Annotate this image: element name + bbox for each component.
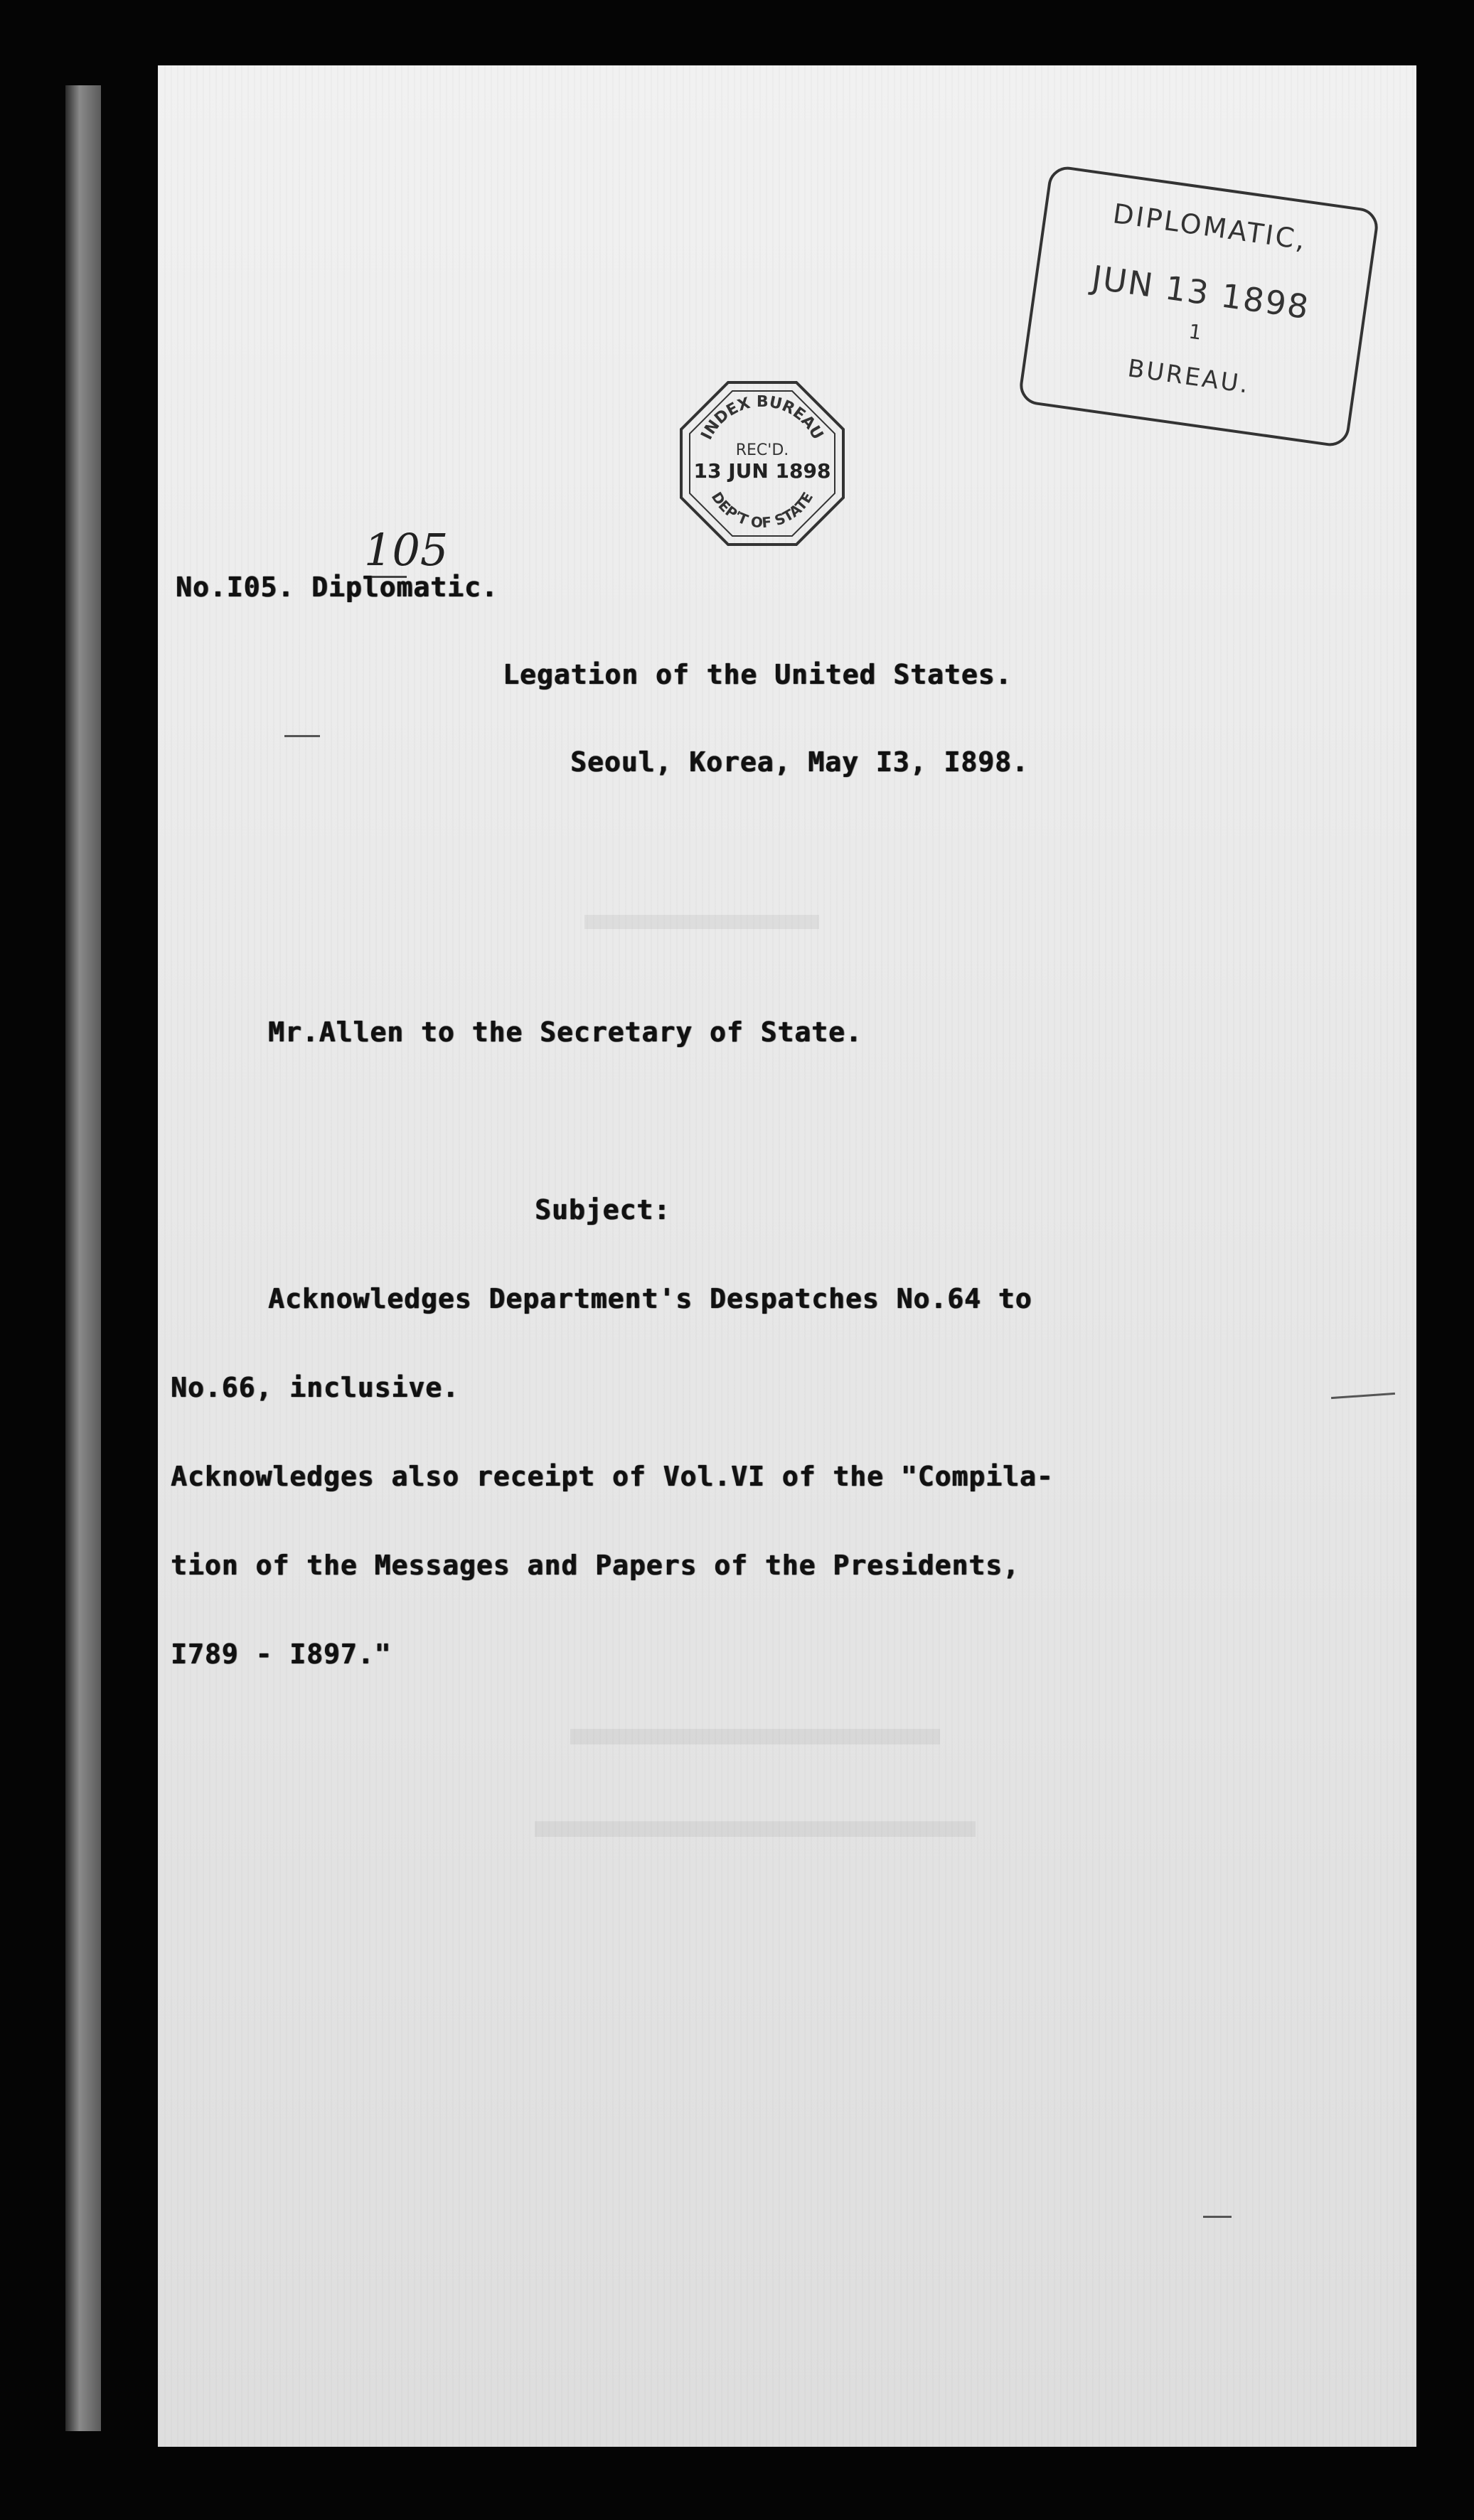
diplomatic-received-stamp [1018,164,1380,449]
subject-heading: Subject: [535,1194,671,1226]
stamp-diplomatic-bureau: BUREAU. [1126,354,1252,400]
bleed-through-mark [570,1729,940,1744]
adjacent-page-edge [65,85,101,2431]
bleed-through-mark [535,1821,976,1837]
index-stamp-bottom-text: DEP'T OF STATE [707,488,817,532]
index-bureau-stamp-graphic [677,378,848,549]
svg-text:INDEX BUREAU [698,393,826,443]
stamp-diplomatic-date: JUN 13 1898 [1089,257,1313,327]
index-bureau-stamp [677,378,848,549]
despatch-number: No.I05. Diplomatic. [176,572,498,603]
subject-line-4: tion of the Messages and Papers of the Presidents, [171,1550,1020,1581]
subject-line-5: I789 - I897." [171,1639,392,1670]
from-to-line: Mr.Allen to the Secretary of State. [268,1017,862,1048]
subject-line-1: Acknowledges Department's Despatches No.64 to [268,1283,1032,1314]
svg-text:DEP'T OF STATE [708,489,816,532]
sender-office: Legation of the United States. [503,659,1013,690]
subject-line-3: Acknowledges also receipt of Vol.VI of the "Compila- [171,1461,1054,1492]
subject-line-2: No.66, inclusive. [171,1372,459,1403]
stray-mark [284,735,320,737]
document-page [158,65,1416,2447]
index-stamp-recd: REC'D. [735,441,789,459]
stray-mark [1331,1393,1395,1399]
index-stamp-top-text: INDEX BUREAU [698,392,827,443]
bleed-through-mark [584,915,819,929]
handwritten-file-number: 105 [364,524,449,576]
stamp-diplomatic-label: DIPLOMATIC, [1111,198,1309,257]
stamp-diplomatic-number: 1 [1187,319,1204,345]
index-stamp-date: 13 JUN 1898 [693,459,831,483]
place-and-date: Seoul, Korea, May I3, I898. [570,746,1029,778]
stray-mark [1203,2216,1232,2218]
